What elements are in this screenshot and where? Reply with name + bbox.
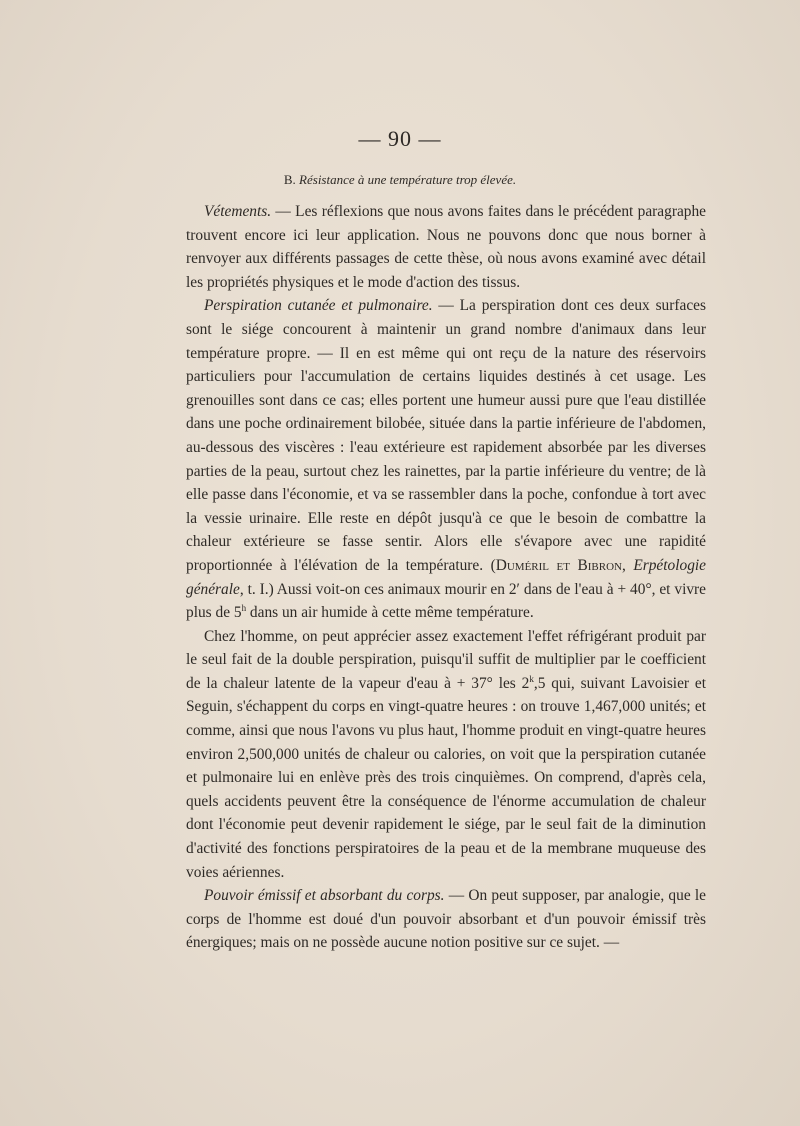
- superscript: h: [241, 602, 247, 613]
- citation-work: Erpétologie générale: [186, 556, 706, 598]
- paragraph-text: — On peut supposer, par analogie, que le corps de l'homme est doué d'un pouvoir absorbant et d'un pouvoir émissif très énergiques; mais on ne possède aucune notion positive sur ce sujet. —: [186, 887, 706, 952]
- paragraph-homme: [186, 625, 706, 885]
- section-heading: [0, 172, 800, 188]
- paragraph-perspiration: [186, 294, 706, 624]
- citation-authors: Duméril et Bibron: [495, 556, 622, 574]
- section-title: Résistance à une température trop élevée.: [299, 172, 517, 187]
- paragraph-lead: Vétements.: [204, 203, 272, 220]
- section-letter: B.: [283, 172, 296, 187]
- paragraph-vetements: [186, 200, 706, 294]
- paragraph-text: Chez l'homme, on peut apprécier assez exactement l'effet réfrigérant produit par le seul fait de la double perspiration, puisqu'il suffit de multiplier par le coefficient de la chaleur latente de la vapeur d'eau à + 37° les 2: [186, 627, 706, 692]
- paragraph-text: , t. I.) Aussi voit-on ces animaux mourir en 2′ dans de l'eau à + 40°, et vivre plus de 5: [186, 580, 706, 622]
- paragraph-pouvoir: [186, 884, 706, 955]
- paragraph-text: ,5 qui, suivant Lavoisier et Seguin, s'échappent du corps en vingt-quatre heures : on trouve 1,467,000 unités; et comme, ainsi que nous l'avons vu plus haut, l'homme produit en vingt-quatre heures environ 2,500,000 unités de chaleur ou calories, on voit que la perspiration cutanée et pulmonaire lui en enlève près des trois cinquièmes. On comprend, d'après cela, quels accidents peuvent être la conséquence de l'énorme accumulation de chaleur dont l'économie peut devenir rapidement le siége, par le seul fait de la diminution d'activité des fonctions perspiratoires de la peau et de la membrane muqueuse des voies aériennes.: [186, 674, 706, 881]
- body-text: [186, 200, 706, 955]
- paragraph-lead: Perspiration cutanée et pulmonaire.: [204, 297, 433, 315]
- paragraph-text: dans un air humide à cette même température.: [246, 604, 534, 622]
- page-number: — 90 —: [358, 126, 442, 151]
- citation-separator: ,: [621, 556, 634, 574]
- paragraph-text: — La perspiration dont ces deux surfaces sont le siége concourent à maintenir un grand nombre d'animaux dans leur température propre. — Il en est même qui ont reçu de la nature des réservoirs particuliers pour l'accumulation de certains liquides destinés à cet usage. Les grenouilles sont dans ce cas; elles portent une humeur aussi pure que l'eau distillée dans une poche ordinairement bilobée, située dans la partie inférieure de l'abdomen, au-dessous des viscères : l'eau extérieure est rapidement absorbée par les diverses parties de la peau, surtout chez les rainettes, par la partie inférieure du ventre; de là elle passe dans l'économie, et va se rassembler dans la poche, confondue à tort avec la vessie urinaire. Elle reste en dépôt jusqu'à ce que le besoin de combattre la chaleur extérieure se fasse sentir. Alors elle s'évapore avec une rapidité proportionnée à l'élévation de la température. (: [186, 297, 706, 574]
- paragraph-lead: Pouvoir émissif et absorbant du corps.: [204, 887, 445, 905]
- paragraph-text: — Les réflexions que nous avons faites dans le précédent paragraphe trouvent encore ici leur application. Nous ne pouvons donc que nous borner à renvoyer aux différents passages de cette thèse, où nous avons examiné avec détail les propriétés physiques et le mode d'action des tissus.: [186, 203, 706, 291]
- superscript: k: [529, 673, 534, 684]
